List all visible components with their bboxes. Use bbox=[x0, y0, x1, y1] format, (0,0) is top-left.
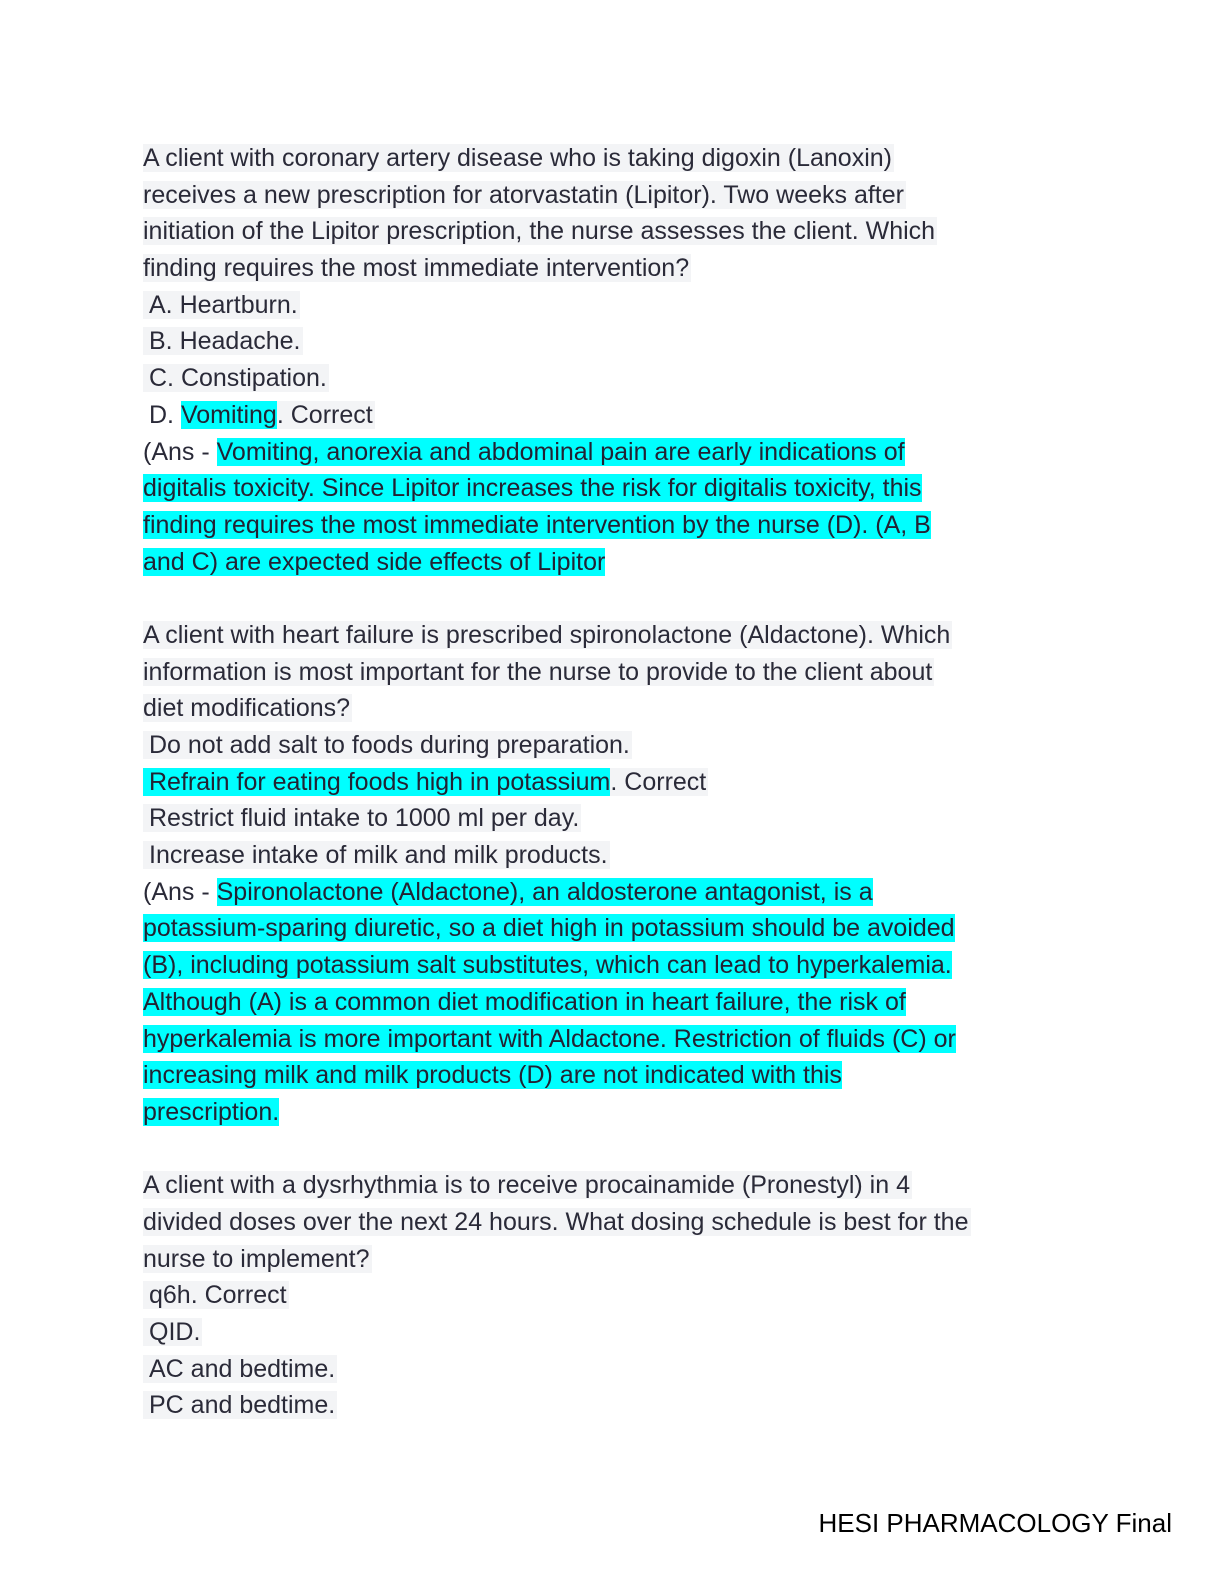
rationale-line: and C) are expected side effects of Lipitor bbox=[143, 547, 606, 576]
rationale-line: potassium-sparing diuretic, so a diet high in potassium should be avoided bbox=[143, 914, 955, 943]
document-body bbox=[143, 140, 1083, 1424]
answer-option: AC and bedtime. bbox=[143, 1355, 337, 1383]
rationale-line: increasing milk and milk products (D) are not indicated with this bbox=[143, 1061, 842, 1090]
question-stem-line: diet modifications? bbox=[143, 694, 351, 723]
answer-option-d bbox=[143, 397, 1083, 434]
question-1 bbox=[143, 140, 1083, 580]
correct-marker: . Correct bbox=[610, 767, 707, 796]
paragraph-gap bbox=[143, 580, 1083, 617]
answer-option-a: A. Heartburn. bbox=[143, 291, 300, 319]
question-stem-line: initiation of the Lipitor prescription, the nurse assesses the client. Which bbox=[143, 217, 936, 246]
correct-marker: . Correct bbox=[276, 400, 373, 429]
answer-option: Do not add salt to foods during preparation. bbox=[143, 731, 632, 759]
answer-option-correct bbox=[143, 764, 1083, 801]
rationale-line: prescription. bbox=[143, 1097, 280, 1126]
question-stem-line: nurse to implement? bbox=[143, 1244, 370, 1273]
rationale-line: hyperkalemia is more important with Aldactone. Restriction of fluids (C) or bbox=[143, 1024, 956, 1053]
answer-prefix: (Ans - bbox=[143, 877, 217, 906]
highlighted-correct-answer: Vomiting bbox=[180, 400, 277, 429]
question-stem-line: A client with a dysrhythmia is to receive procainamide (Pronestyl) in 4 bbox=[143, 1171, 910, 1200]
rationale-line: (B), including potassium salt substitutes, which can lead to hyperkalemia. bbox=[143, 951, 952, 980]
answer-option: q6h. Correct bbox=[143, 1281, 289, 1309]
question-stem-line: divided doses over the next 24 hours. What dosing schedule is best for the bbox=[143, 1207, 969, 1236]
question-3 bbox=[143, 1167, 1083, 1424]
option-prefix: D. bbox=[149, 400, 181, 429]
question-stem-line: A client with heart failure is prescribed spironolactone (Aldactone). Which bbox=[143, 620, 951, 649]
rationale-line: digitalis toxicity. Since Lipitor increases the risk for digitalis toxicity, this bbox=[143, 474, 922, 503]
answer-option-c: C. Constipation. bbox=[143, 364, 329, 392]
answer-option-b: B. Headache. bbox=[143, 327, 303, 355]
footer-title: HESI PHARMACOLOGY Final bbox=[818, 1508, 1172, 1538]
answer-option: QID. bbox=[143, 1318, 202, 1346]
highlighted-correct-answer: Refrain for eating foods high in potassium bbox=[143, 768, 610, 796]
rationale-line: Vomiting, anorexia and abdominal pain are early indications of bbox=[216, 437, 905, 466]
question-stem-line: A client with coronary artery disease who is taking digoxin (Lanoxin) bbox=[143, 144, 892, 172]
question-stem-line: receives a new prescription for atorvastatin (Lipitor). Two weeks after bbox=[143, 180, 904, 209]
rationale-line: Although (A) is a common diet modification in heart failure, the risk of bbox=[143, 987, 906, 1016]
answer-option: Restrict fluid intake to 1000 ml per day. bbox=[143, 804, 581, 832]
answer-option: PC and bedtime. bbox=[143, 1391, 337, 1419]
paragraph-gap bbox=[143, 1131, 1083, 1168]
question-stem-line: information is most important for the nurse to provide to the client about bbox=[143, 657, 933, 686]
answer-option: Increase intake of milk and milk products. bbox=[143, 841, 610, 869]
rationale-line: Spironolactone (Aldactone), an aldosterone antagonist, is a bbox=[216, 877, 873, 906]
answer-prefix: (Ans - bbox=[143, 437, 217, 466]
question-2 bbox=[143, 617, 1083, 1131]
rationale-line: finding requires the most immediate intervention by the nurse (D). (A, B bbox=[143, 510, 931, 539]
question-stem-line: finding requires the most immediate intervention? bbox=[143, 254, 690, 283]
